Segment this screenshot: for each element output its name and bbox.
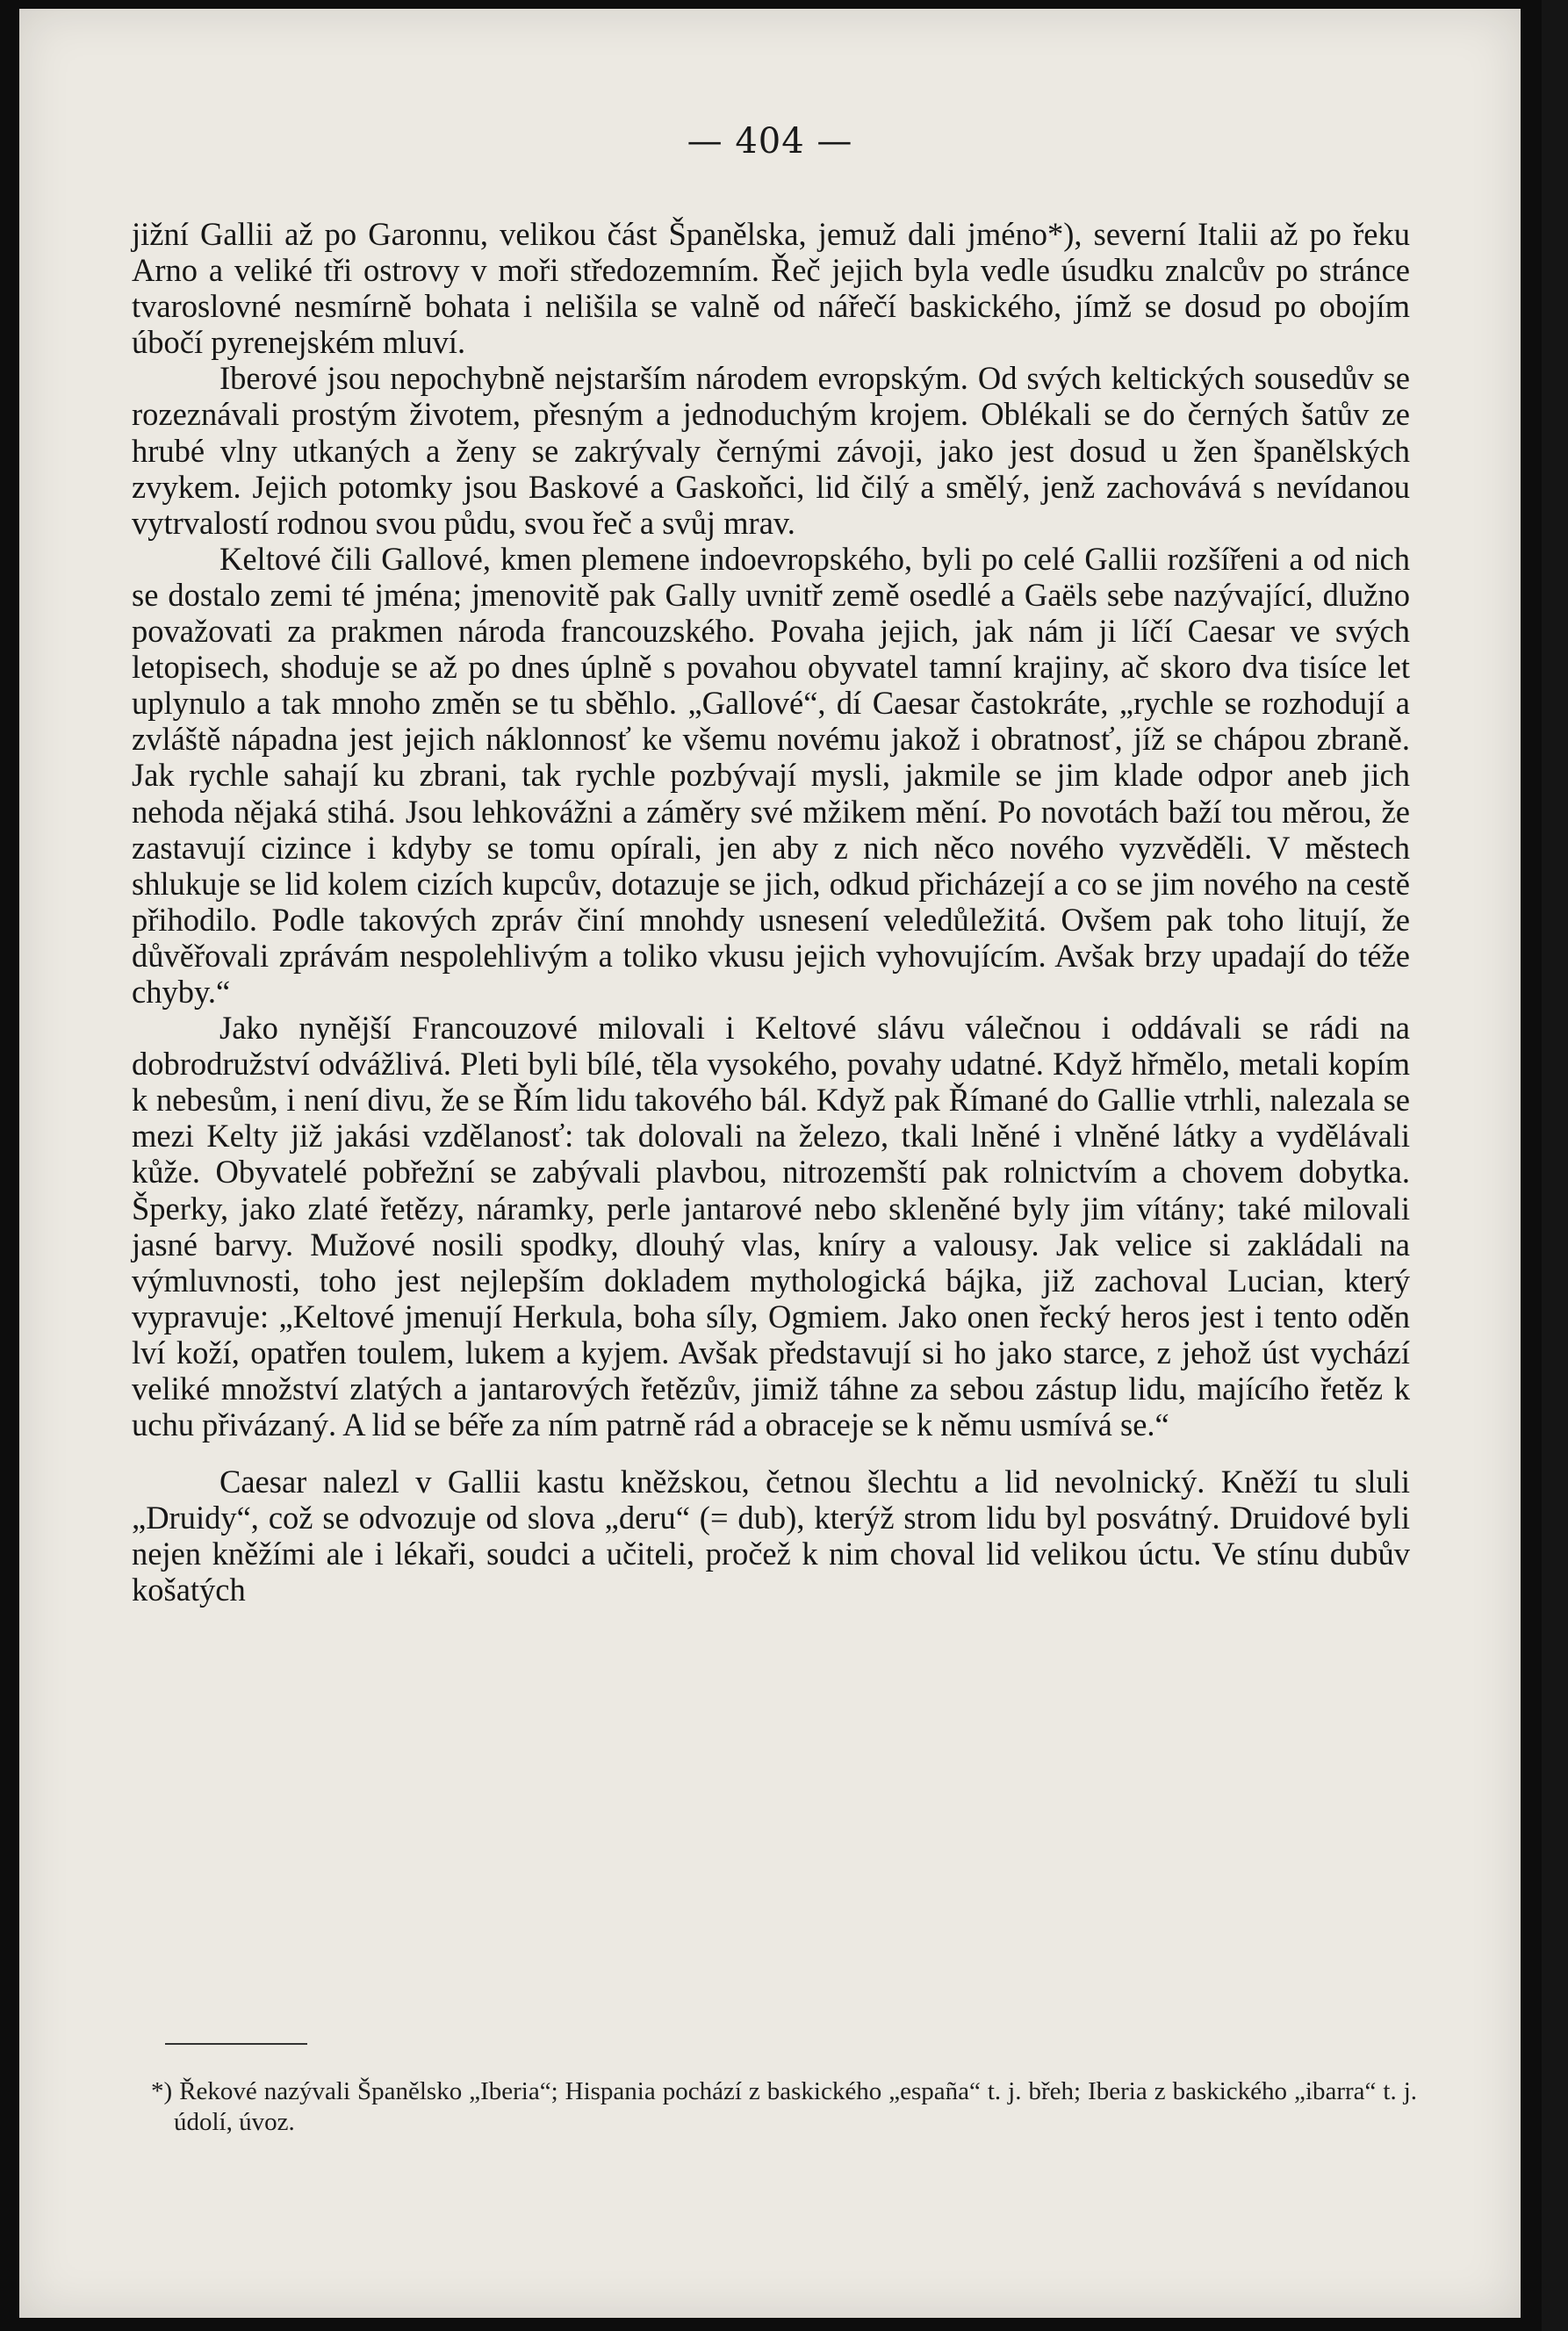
paragraph-3: Keltové čili Gallové, kmen plemene indoevropského, byli po celé Gallii rozšířeni a od nich se dostalo zemi té jména; jmenovitě pak Gally uvnitř země osedlé a Gaëls sebe nazývající, dlužno považovati za prakmen národa francouzského. Povaha jejich, jak nám ji líčí Caesar ve svých letopisech, shoduje se až po dnes úplně s povahou obyvatel tamní krajiny, ač skoro dva tisíce let uplynulo a tak mnoho změn se tu sběhlo. „Gallové“, dí Caesar častokráte, „rychle se rozhodují a zvláště nápadna jest jejich náklonnosť ke všemu novému jakož i obratnosť, jíž se chápou zbraně. Jak rychle sahají ku zbrani, tak rychle pozbývají mysli, jakmile se jim klade odpor aneb jich nehoda nějaká stihá. Jsou lehkovážni a záměry své mžikem mění. Po novotách baží tou měrou, že zastavují cizince i kdyby se tomu opírali, jen aby z nich něco nového vyzvěděli. V městech shlukuje se lid kolem cizích kupcův, dotazuje se jich, odkud přicházejí a co se jim nového na cestě přihodilo. Podle takových zpráv činí mnohdy usnesení veledůležitá. Ovšem pak toho litují, že důvěřovali zprávám nespolehlivým a toliko vkusu jejich vyhovujícím. Avšak brzy upadají do téže chyby.“ (132, 540, 1410, 1010)
footnote-divider (165, 2043, 307, 2045)
body-text (132, 216, 1410, 1608)
paragraph-5: Caesar nalezl v Gallii kastu kněžskou, četnou šlechtu a lid nevolnický. Kněží tu sluli „Druidy“, což se odvozuje od slova „deru“ (= dub), kterýž strom lidu byl posvátný. Druidové byli nejen kněžími ale i lékaři, soudci a učiteli, pročež k nim choval lid velikou úctu. Ve stínu dubův košatých (132, 1464, 1410, 1608)
footnote-mark: *) (151, 2077, 173, 2105)
page-number: — 404 — (687, 121, 853, 162)
footnote-text: Řekové nazývali Španělsko „Iberia“; Hispania pochází z baskického „españa“ t. j. břeh; Iberia z baskického „ibarra“ t. j. údolí, úvoz. (174, 2077, 1418, 2136)
paragraph-4: Jako nynější Francouzové milovali i Keltové slávu válečnou i oddávali se rádi na dobrodružství odvážlivá. Pleti byli bílé, těla vysokého, povahy udatné. Když hřmělo, metali kopím k nebesům, i není divu, že se Řím lidu takového bál. Když pak Římané do Gallie vtrhli, nalezala se mezi Kelty již jakási vzdělanosť: tak dolovali na železo, tkali lněné i vlněné látky a vydělávali kůže. Obyvatelé pobřežní se zabývali plavbou, nitrozemští pak rolnictvím a chovem dobytka. Šperky, jako zlaté řetězy, náramky, perle jantarové nebo skleněné byly jim vítány; také milovali jasné barvy. Mužové nosili spodky, dlouhý vlas, kníry a valousy. Jak velice si zakládali na výmluvnosti, toho jest nejlepším dokladem mythologická bájka, již zachoval Lucian, který vypravuje: „Keltové jmenují Herkula, boha síly, Ogmiem. Jako onen řecký heros jest i tento oděn lví koží, opatřen toulem, lukem a kyjem. Avšak představují si ho jako starce, z jehož úst vychází veliké množství zlatých a jantarových řetězův, jimiž táhne za sebou zástup lidu, majícího řetěz k uchu přivázaný. A lid se béře za ním patrně rád a obraceje se k němu usmívá se.“ (132, 1010, 1410, 1443)
paragraph-2: Iberové jsou nepochybně nejstarším národem evropským. Od svých keltických sousedův se rozeznávali prostým životem, přesným a jednoduchým krojem. Oblékali se do černých šatův ze hrubé vlny utkaných a ženy se zakrývaly černými závoji, jako jest dosud u žen španělských zvykem. Jejich potomky jsou Baskové a Gaskoňci, lid čilý a smělý, jenž zachovává s nevídanou vytrvalostí rodnou svou půdu, svou řeč a svůj mrav. (132, 360, 1410, 541)
paragraph-1: jižní Gallii až po Garonnu, velikou část Španělska, jemuž dali jméno*), severní Italii až po řeku Arno a veliké tři ostrovy v moři středozemním. Řeč jejich byla vedle úsudku znalcův po stránce tvaroslovné nesmírně bohata i nelišila se valně od nářečí baskického, jímž se dosud po obojím úbočí pyrenejském mluví. (132, 216, 1410, 361)
footnote (151, 2076, 1418, 2138)
book-page (19, 9, 1521, 2318)
scan-edge-strip (1542, 0, 1568, 2331)
